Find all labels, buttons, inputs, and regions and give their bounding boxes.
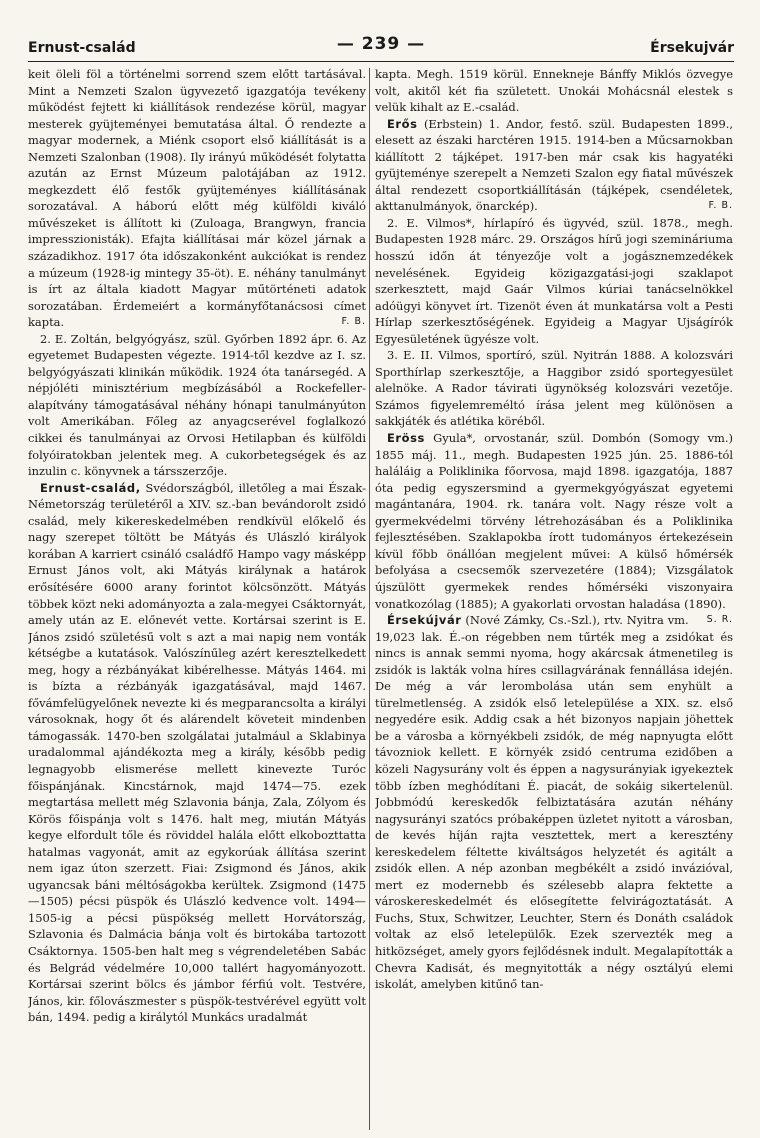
entry-text: 2. E. Zoltán, belgyógyász, szül. Győrben 1892 ápr. 6. Az egyetemet Budapesten végezte. 1914-től kezdve az I. sz. belgyógyászati klinikán működik. 1924 óta tanársegéd. A népjóléti minisztérium megbízásából a Rockefeller-alapítvány támogatásával néhány hónapi tanulmányúton volt Amerikában. Főleg az anyagcserével foglalkozó cikkei és tanulmányai az Orvosi Hetilapban és külföldi folyóiratokban jelentek meg. A cukorbetegségek és az inzulin c. könyvnek a társszerzője. — [28, 331, 366, 479]
author-signature: F. B. — [708, 200, 733, 212]
entry-text: keit öleli föl a történelmi sorrend szem előtt tartásával. Mint a Nemzeti Szalon ügyvezető igazgatója tevékeny működést fejtett ki kiállítások rendezése körül, magyar mesterek gyüjteményei bemutatása által. Ő rendezte a magyar modernek, a Miénk csoport első kiállítását is a Nemzeti Szalonban (1908). Ily irányú működését folytatta azután az Ernst Múzeum palotájában az 1912. megkezdett élő festők gyüjteményes kiállításának sorozatával. A háború előtt még külföldi kiváló művészeket is állított ki (Zuloaga, Brangwyn, francia impresszionisták). Efajta kiállításai már közel járnak a századikhoz. 1917 óta időszakonként aukciókat is rendez a múzeum (1928-ig mintegy 35-öt). E. néhány tanulmányt is írt az általa kiadott Magyar műtörténeti adatok sorozatában. Érdemeiért a kormányfőtanácsosi címet kapta. — [28, 67, 366, 330]
running-head-left: Ernust-család — [28, 40, 136, 56]
page-header — [28, 32, 734, 60]
entry-text: (Nové Zámky, Cs.-Szl.), rtv. Nyitra vm. 19,023 lak. É.-on régebben nem tűrték meg a zsidókat és nincs is annak semmi nyoma, hogy akárcsak átmenetileg is zsidók is lakták volna híres csillagvárának fennállása idején. De még a vár lerombolása után sem enyhült a türelmetlenség. A zsidók első letelepülése a XIX. sz. első negyedére esik. Addig csak a hét bizonyos napjain jöhettek be a városba a környékbeli zsidók, de még napnyugta előtt távozniok kellett. E környék zsidó centruma ezidőben a közeli Nagysurány volt és éppen a nagysurányiak igyekeztek több ízben meghódítani É. piacát, de sokáig sikertelenül. Jobbmódú kereskedők felbiztatására azután néhány nagysurányi szatócs próbaképpen üzletet nyitott a városban, de kevés híján rajta vesztettek, mert a keresztény kereskedelem féltette kiváltságos helyzetét és agitált a zsidók ellen. A nép azonban megbékélt a zsidó invázióval, mert ez modernebb és szélesebb alapra fektette a városkereskedelmét és elősegítette felvirágoztatását. A Fuchs, Stux, Schwitzer, Leuchter, Stern és Donáth családok voltak az első letelepülők. Ezek szervezték meg a hitközséget, amely gyors fejlődésnek indult. Megalapították a Chevra Kadisát, és megnyitották a négy osztályú elemi iskolát, amelyben kitűnő tan- — [375, 613, 733, 992]
right-column — [375, 66, 733, 1131]
entry-text: Svédországból, illetőleg a mai Észak-Németország területéről a XIV. sz.-ban bevándorolt zsidó család, mely kikereskedelmében rendkívül előkelő és nagy szerepet töltött be Mátyás és Ulászló királyok korában A karriert csináló családfő Hampo vagy másképp Ernust János volt, aki Mátyás királynak a határok erősítésére 6000 arany forintot kölcsönzött. Mátyás többek közt neki adományozta a zala-megyei Csáktornyát, amely után az E. előnevét vette. Kortársai szerint is E. János zsidó születésű volt s azt a mai napig nem vonták kétségbe a kutatások. Valószínűleg azért keresztelkedett meg, hogy a rézbányákat kibérelhesse. Mátyás 1464. mi is bízta a rézbányák igazgatásával, majd 1467. fővámfelügyelőnek nevezte ki és megparancsolta a királyi városoknak, hogy őt és alárendelt követeit mindenben támogassák. 1470-ben szolgálatai jutalmául a Sklabinya uradalommal ajándékozta meg a király, később pedig legnagyobb elismerése mellett kinevezte Turóc főispánjának. Kincstárnok, majd 1474—75. ezek megtartása mellett még Szlavonia bánja, Zala, Zólyom és Körös főispánja volt s 1476. halt meg, miután Mátyás kegye elfordult tőle és röviddel halála előtt elkobozttatta hatalmas vagyonát, amit az egykorúak állítása szerint nem igaz úton szerzett. Fiai: Zsigmond és János, akik ugyancsak báni méltóságokba kerültek. Zsigmond (1475—1505) pécsi püspök és Ulászló kedvence volt. 1494—1505-ig a pécsi püspökség mellett Horvátország, Szlavonia és Dalmácia bánja volt és birtokába tartozott Csáktornya. 1505-ben halt meg s végrendeletében Sabác és Belgrád védelmére 10,000 tallért hagyományozott. Kortársai szerint bölcs és jámbor férfiú volt. Testvére, János, kir. főlovászmester s püspök-testvérével együtt volt bán, 1494. pedig a királytól Munkács uradalmát — [28, 480, 366, 1025]
header-rule — [28, 61, 734, 62]
entry-text: Gyula*, orvostanár, szül. Dombón (Somogy vm.) 1855 máj. 11., megh. Budapesten 1925 jún. 25. 1886-tól haláláig a Poliklinika főorvosa, majd 1898. igazgatója, 1887 óta pedig egyszersmind a gyermekgyógyászat egyetemi magántanára, 1904. rk. tanára volt. Nagy része volt a gyermekvédelmi törvény létrehozásában és a Poliklinika fejlesztésében. Szaklapokba írott tudományos értekezésein kívül főbb önállóan megjelent művei: A külső hőmérsék befolyása a csecsemők szervezetére (1884); Vizsgálatok újszülött gyermekek rendes hőmérséki viszonyaira vonatkozólag (1885); A gyakorlati orvostan haladása (1890). — [375, 431, 733, 611]
entry-headword: Érsekújvár — [387, 613, 462, 628]
entry-paragraph — [28, 331, 366, 480]
author-signature: F. B. — [341, 316, 366, 328]
entry-paragraph — [375, 612, 733, 993]
page-number: — 239 — — [336, 34, 426, 54]
entry-text: 2. E. Vilmos*, hírlapíró és ügyvéd, szül. 1878., megh. Budapesten 1928 márc. 29. Országos hírű jogi szemináriuma hosszú időn át tényezője volt a jogásznemzedékek nevelésének. Egyideig közigazgatási-jogi szaklapot szerkesztett, majd Gaár Vilmos kúriai tanácselnökkel adóügyi könyvet írt. Tizenöt éven át munkatársa volt a Pesti Hírlap szerkesztőségének. Egyideig a Magyar Ujságírók Egyesületének ügyésze volt. — [375, 215, 733, 346]
entry-paragraph — [28, 480, 366, 1026]
entry-headword: Ernust-család, — [40, 480, 141, 495]
entry-text: (Erbstein) 1. Andor, festő. szül. Budapesten 1899., elesett az északi harctéren 1915. 1914-ben a Műcsarnokban kiállított 2 tájképet. 1917-ben már csak kis hagyatéki gyüjteménye szerepelt a Nemzeti Szalon egy fiatal művészek által rendezett csoportkiállításán (tájképek, csendéletek, akttanulmányok, önarckép). — [375, 116, 733, 214]
entry-paragraph — [28, 66, 366, 331]
entry-text: kapta. Megh. 1519 körül. Enneknejе Bánffy Miklós özvegye volt, akitől két fia született. Unokái Mohácsnál elestek s velük kihalt az E.-család. — [375, 67, 733, 115]
running-head-right: Érsekujvár — [650, 40, 734, 56]
entry-paragraph — [375, 215, 733, 347]
entry-headword: Erős — [387, 116, 418, 131]
entry-paragraph — [375, 347, 733, 430]
author-signature: S. R. — [706, 614, 733, 626]
entry-headword: Eröss — [387, 431, 425, 446]
entry-paragraph — [375, 116, 733, 215]
entry-paragraph — [375, 66, 733, 116]
column-divider — [369, 68, 370, 1130]
left-column — [28, 66, 366, 1131]
entry-text: 3. E. II. Vilmos, sportíró, szül. Nyitrán 1888. A kolozsvári Sporthírlap szerkesztője, a Haggibor zsidó sportegyesület alelnöke. A Rador távirati ügynökség kolozsvári vezetője. Számos figyelemreméltó írása jelent meg különösen a sakkjáték és atlétika köréből. — [375, 348, 733, 429]
